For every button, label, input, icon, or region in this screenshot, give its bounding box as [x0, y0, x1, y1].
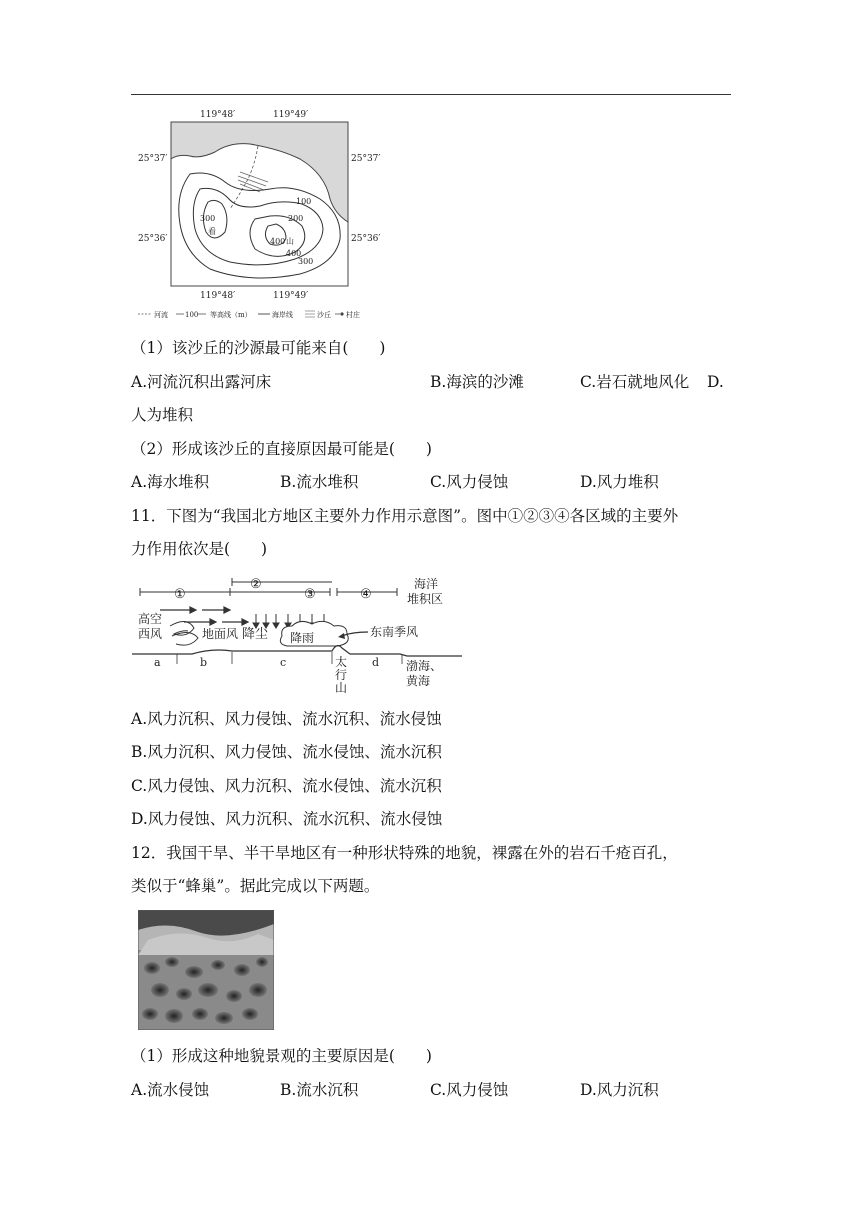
q11-option-b: B.风力沉积、风力侵蚀、流水侵蚀、流水沉积: [131, 743, 442, 761]
region-mark-2: ②: [250, 577, 262, 592]
lon-label-bottom-1: 119°48′: [200, 291, 236, 301]
q12-sub1-option-b: B.流水沉积: [280, 1081, 359, 1099]
q10-sub1-option-c: C.岩石就地风化: [580, 373, 690, 391]
q10-sub2-option-d: D.风力堆积: [580, 473, 659, 491]
q10-sub2-stem: （2）形成该沙丘的直接原因最可能是( ): [131, 440, 432, 458]
q11-option-c: C.风力侵蚀、风力沉积、流水侵蚀、流水沉积: [131, 777, 442, 795]
ground-letter-c: c: [280, 656, 287, 669]
external-forces-diagram: [132, 576, 462, 694]
legend-contour: 等高线（m）: [210, 311, 252, 319]
contour-label-300-left: 300: [200, 214, 216, 223]
dust-label: 降尘: [242, 627, 269, 642]
q11-option-d: D.风力侵蚀、风力沉积、流水沉积、流水侵蚀: [131, 810, 443, 828]
surface-wind-label: 地面风: [202, 627, 239, 641]
region-mark-4: ④: [360, 587, 372, 602]
lon-label-top-2: 119°49′: [273, 110, 309, 120]
q11-stem-line1: 11．下图为“我国北方地区主要外力作用示意图”。图中①②③④各区域的主要外: [131, 507, 679, 525]
contour-label-400-b: 400: [286, 249, 302, 258]
legend-dune: 沙丘: [317, 311, 331, 319]
ocean-label-1: 海洋: [414, 577, 439, 591]
region-mark-1: ①: [174, 587, 186, 602]
q10-sub1-option-d-label: D.: [707, 373, 724, 391]
q10-sub2-option-a: A.海水堆积: [131, 473, 210, 491]
header-rule: [131, 94, 731, 95]
contour-label-200: 200: [288, 214, 304, 223]
q12-stem-line2: 类似于“蜂巢”。据此完成以下两题。: [131, 877, 380, 895]
q10-sub1-stem: （1）该沙丘的沙源最可能来自( ): [131, 339, 386, 357]
ocean-label-2: 堆积区: [407, 592, 444, 606]
sea-label-1: 渤海、: [406, 659, 443, 673]
lon-label-bottom-2: 119°49′: [273, 291, 309, 301]
q10-sub1-option-b: B.海滨的沙滩: [430, 373, 524, 391]
lat-label-right-2: 25°36′: [351, 234, 381, 244]
q12-sub1-option-d: D.风力沉积: [580, 1081, 659, 1099]
wind-label-2: 西风: [138, 627, 163, 641]
legend-river: 河流: [154, 311, 168, 319]
q12-sub1-stem: （1）形成这种地貌景观的主要原因是( ): [131, 1047, 432, 1065]
ground-letter-b: b: [200, 656, 208, 669]
q10-sub1-option-a: A.河流沉积出露河床: [131, 373, 272, 391]
ground-letter-d: d: [372, 656, 380, 669]
ground-letter-a: a: [154, 656, 161, 669]
legend-contour-sample: 100: [185, 311, 199, 319]
region-mark-3: ③: [304, 587, 316, 602]
q11-stem-line2: 力作用依次是( ): [131, 540, 268, 558]
mountain-char: 山: [286, 237, 294, 246]
q10-sub1-option-d-text: 人为堆积: [131, 406, 194, 424]
rain-label: 降雨: [290, 631, 315, 645]
map-legend: [138, 310, 360, 319]
mountain-label-2: 行: [335, 668, 348, 682]
contour-map-figure: [130, 104, 410, 322]
lat-label-left-2: 25°36′: [138, 234, 168, 244]
village-char: 看: [208, 227, 216, 236]
lat-label-left-1: 25°37′: [138, 154, 168, 164]
mountain-label-1: 太: [335, 655, 348, 669]
legend-village: 村庄: [346, 311, 360, 319]
q11-option-a: A.风力沉积、风力侵蚀、流水沉积、流水侵蚀: [131, 710, 442, 728]
q10-sub2-option-b: B.流水堆积: [280, 473, 359, 491]
q12-stem-line1: 12．我国干旱、半干旱地区有一种形状特殊的地貌，裸露在外的岩石千疮百孔，: [131, 844, 678, 862]
mountain-label-3: 山: [335, 681, 348, 694]
q10-sub2-option-c: C.风力侵蚀: [430, 473, 509, 491]
contour-label-300: 300: [298, 257, 314, 266]
monsoon-label: 东南季风: [370, 625, 419, 639]
q12-sub1-option-a: A.流水侵蚀: [131, 1081, 210, 1099]
sea-label-2: 黄海: [406, 674, 431, 688]
q12-sub1-option-c: C.风力侵蚀: [430, 1081, 509, 1099]
contour-label-400: 400: [270, 237, 286, 246]
wind-label-1: 高空: [138, 612, 163, 626]
legend-coastline: 海岸线: [272, 311, 293, 319]
contour-label-100: 100: [296, 197, 312, 206]
honeycomb-rock-photo: [138, 910, 274, 1030]
lat-label-right-1: 25°37′: [351, 154, 381, 164]
lon-label-top-1: 119°48′: [200, 110, 236, 120]
